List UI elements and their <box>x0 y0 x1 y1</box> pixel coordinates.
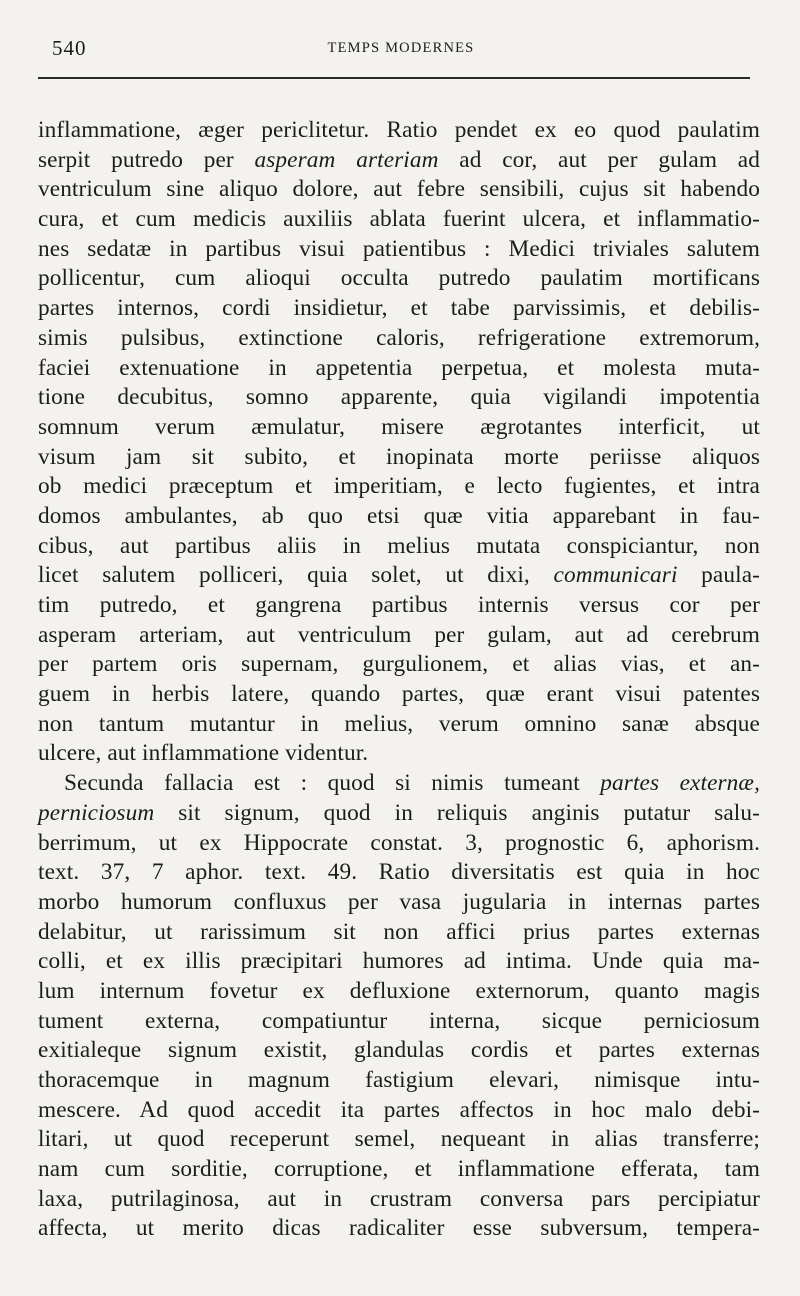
text-segment: paula- <box>677 562 760 589</box>
text-segment: domos ambulantes, ab quo etsi quæ vitia apparebant in fau- <box>38 502 760 529</box>
text-line <box>38 235 760 265</box>
text-line <box>38 799 760 829</box>
text-segment: ob medici præceptum et imperitiam, e lecto fugientes, et intra <box>38 473 760 500</box>
text-segment: partes internos, cordi insidietur, et tabe parvissimis, et debilis- <box>38 295 760 322</box>
text-line <box>38 413 760 443</box>
text-segment: pollicentur, cum alioqui occulta putredo paulatim mortificans <box>38 265 760 292</box>
italic-text: communicari <box>553 562 678 589</box>
text-segment: tument externa, compatiuntur interna, sicque perniciosum <box>38 1007 760 1034</box>
text-segment: Secunda fallacia est : quod si nimis tumeant <box>64 770 601 797</box>
text-segment: nam cum sorditie, corruptione, et inflammatione efferata, tam <box>38 1156 760 1183</box>
text-line <box>38 146 760 176</box>
text-segment: faciei extenuatione in appetentia perpetua, et molesta muta- <box>38 354 760 381</box>
page-number: 540 <box>52 36 87 60</box>
text-segment: cura, et cum medicis auxiliis ablata fuerint ulcera, et inflammatio- <box>38 206 760 233</box>
text-segment: per partem oris supernam, gurgulionem, et alias vias, et an- <box>38 651 760 678</box>
body-text <box>38 116 760 1244</box>
text-line <box>38 829 760 859</box>
book-page <box>38 0 764 1296</box>
text-line <box>38 1066 760 1096</box>
text-line <box>38 1007 760 1037</box>
text-segment: non tantum mutantur in melius, verum omnino sanæ absque <box>38 710 760 737</box>
text-line <box>38 264 760 294</box>
text-segment: litari, ut quod receperunt semel, nequeant in alias transferre; <box>38 1126 760 1153</box>
text-segment: somnum verum æmulatur, misere ægrotantes interficit, ut <box>38 413 760 440</box>
text-segment: thoracemque in magnum fastigium elevari, nimisque intu- <box>38 1067 760 1093</box>
text-line <box>38 591 760 621</box>
text-line <box>38 680 760 710</box>
text-line <box>38 205 760 235</box>
text-line <box>38 443 760 473</box>
text-segment: ad cor, aut per gulam ad <box>438 146 760 173</box>
text-line <box>38 383 760 413</box>
text-segment: inflammatione, æger periclitetur. Ratio pendet ex eo quod paulatim <box>38 117 760 143</box>
text-segment: asperam arteriam, aut ventriculum per gulam, aut ad cerebrum <box>38 621 760 648</box>
text-segment: lum internum fovetur ex defluxione externorum, quanto magis <box>38 977 760 1004</box>
text-segment: sit signum, quod in reliquis anginis putatur salu- <box>154 799 760 826</box>
text-line <box>38 175 760 205</box>
text-line <box>38 621 760 651</box>
italic-text: perniciosum <box>38 799 155 826</box>
text-segment: nes sedatæ in partibus visui patientibus : Medici triviales salutem <box>38 235 760 262</box>
text-segment: laxa, putrilaginosa, aut in crustram conversa pars percipiatur <box>38 1185 760 1212</box>
text-segment: affecta, ut merito dicas radicaliter esse subversum, tempera- <box>38 1215 760 1242</box>
text-line <box>38 888 760 918</box>
text-segment: delabitur, ut rarissimum sit non affici prius partes externas <box>38 918 760 945</box>
text-line <box>38 472 760 502</box>
text-line <box>38 650 760 680</box>
text-segment: colli, et ex illis præcipitari humores ad intima. Unde quia ma- <box>38 948 760 975</box>
text-line <box>38 116 760 146</box>
text-segment: guem in herbis latere, quando partes, quæ erant visui patentes <box>38 681 760 708</box>
text-line <box>38 354 760 384</box>
text-line <box>38 1214 760 1244</box>
text-line <box>38 1036 760 1066</box>
text-line <box>38 561 760 591</box>
text-line <box>38 918 760 948</box>
text-segment: tione decubitus, somno apparente, quia vigilandi impotentia <box>38 384 760 411</box>
text-line <box>38 739 760 769</box>
italic-text: partes externæ, <box>600 770 760 797</box>
text-segment: licet salutem polliceri, quia solet, ut dixi, <box>38 562 554 589</box>
text-line <box>38 769 760 799</box>
text-line <box>38 977 760 1007</box>
running-head <box>38 34 764 62</box>
text-segment: text. 37, 7 aphor. text. 49. Ratio diversitatis est quia in hoc <box>38 859 760 886</box>
text-line <box>38 710 760 740</box>
text-line <box>38 858 760 888</box>
text-line <box>38 294 760 324</box>
text-segment: tim putredo, et gangrena partibus internis versus cor per <box>38 592 760 618</box>
text-line <box>38 324 760 354</box>
text-segment: ulcere, aut inflammatione videntur. <box>38 740 369 767</box>
italic-text: asperam arteriam <box>254 146 439 173</box>
text-segment: serpit putredo per <box>38 146 255 173</box>
text-segment: visum jam sit subito, et inopinata morte periisse aliquos <box>38 443 760 470</box>
text-line <box>38 1155 760 1185</box>
text-segment: mescere. Ad quod accedit ita partes affectos in hoc malo debi- <box>38 1096 760 1123</box>
header-rule <box>38 77 750 79</box>
text-segment: berrimum, ut ex Hippocrate constat. 3, prognostic 6, aphorism. <box>38 829 760 856</box>
text-segment: ventriculum sine aliquo dolore, aut febre sensibili, cujus sit habendo <box>38 176 760 203</box>
text-segment: morbo humorum confluxus per vasa jugularia in internas partes <box>38 888 760 915</box>
text-line <box>38 1185 760 1215</box>
running-title: TEMPS MODERNES <box>327 40 475 56</box>
text-line <box>38 947 760 977</box>
text-line <box>38 532 760 562</box>
text-segment: cibus, aut partibus aliis in melius mutata conspiciantur, non <box>38 532 760 559</box>
text-line <box>38 1125 760 1155</box>
text-line <box>38 502 760 532</box>
text-segment: simis pulsibus, extinctione caloris, refrigeratione extremorum, <box>38 324 760 351</box>
text-segment: exitialeque signum existit, glandulas cordis et partes externas <box>38 1037 760 1064</box>
text-line <box>38 1096 760 1126</box>
